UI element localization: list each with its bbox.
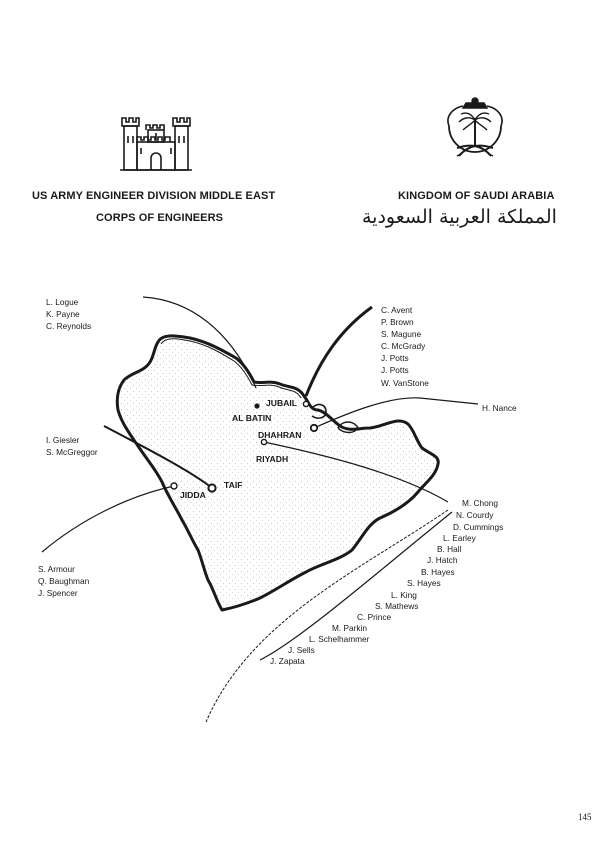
list-item: L. Earley xyxy=(443,533,476,543)
names-northeast xyxy=(381,304,429,389)
names-southeast-1 xyxy=(462,497,498,509)
jidda-marker xyxy=(171,483,177,489)
list-item: I. Giesler xyxy=(46,435,80,445)
list-item: N. Courdy xyxy=(456,510,494,520)
names-east xyxy=(482,402,517,414)
names-northwest xyxy=(46,296,91,332)
list-item: C. McGrady xyxy=(381,341,426,352)
leader-northeast xyxy=(306,307,372,396)
list-item: S. Mathews xyxy=(375,601,419,611)
list-item: L. King xyxy=(391,590,417,600)
list-item: S. McGreggor xyxy=(46,447,98,458)
list-item: D. Cummings xyxy=(453,522,504,532)
city-taif: TAIF xyxy=(224,480,243,490)
leader-southwest xyxy=(42,486,174,552)
list-item: S. Hayes xyxy=(407,578,441,588)
list-item: M. Parkin xyxy=(332,623,368,633)
names-southeast-2 xyxy=(456,509,493,521)
list-item: C. Reynolds xyxy=(46,321,92,332)
list-item: H. Nance xyxy=(482,403,517,413)
arabic-title: المملكة العربية السعودية xyxy=(362,206,557,228)
city-jidda: JIDDA xyxy=(180,490,206,500)
names-southeast-15 xyxy=(270,655,305,667)
list-item: J. Potts xyxy=(381,365,409,376)
kingdom-title: KINGDOM OF SAUDI ARABIA xyxy=(398,190,555,202)
names-southeast-6 xyxy=(427,554,457,566)
page-number: 145 xyxy=(578,812,592,822)
list-item: C. Avent xyxy=(381,305,413,315)
names-west xyxy=(46,434,98,458)
list-item: B. Hayes xyxy=(421,567,455,577)
names-southwest xyxy=(38,563,89,599)
list-item: J. Spencer xyxy=(38,588,78,599)
corps-subtitle: CORPS OF ENGINEERS xyxy=(96,212,224,224)
dhahran-marker xyxy=(311,425,317,431)
riyadh-marker xyxy=(261,439,266,444)
list-item: M. Chong xyxy=(462,498,498,508)
city-jubail: JUBAIL xyxy=(266,398,298,408)
list-item: W. VanStone xyxy=(381,377,429,388)
jubail-marker xyxy=(303,401,308,406)
division-title: US ARMY ENGINEER DIVISION MIDDLE EAST xyxy=(32,190,276,202)
list-item: K. Payne xyxy=(46,309,80,320)
list-item: L. Logue xyxy=(46,297,79,307)
list-item: P. Brown xyxy=(381,317,414,328)
list-item: C. Prince xyxy=(357,612,392,622)
names-southeast-13 xyxy=(309,633,369,645)
list-item: B. Hall xyxy=(437,544,462,554)
list-item: J. Sells xyxy=(288,645,315,655)
list-item: S. Armour xyxy=(38,564,75,574)
taif-marker xyxy=(208,484,215,491)
list-item: J. Potts xyxy=(381,353,409,364)
names-southeast-8 xyxy=(407,577,441,589)
list-item: S. Magune xyxy=(381,329,422,340)
city-riyadh: RIYADH xyxy=(256,454,289,464)
city-dhahran: DHAHRAN xyxy=(258,430,302,440)
list-item: L. Schelhammer xyxy=(309,634,370,644)
city-al-batin: AL BATIN xyxy=(232,413,272,423)
list-item: Q. Baughman xyxy=(38,576,90,587)
al-batin-marker xyxy=(254,403,259,408)
list-item: J. Hatch xyxy=(427,555,458,565)
list-item: J. Zapata xyxy=(270,656,305,666)
